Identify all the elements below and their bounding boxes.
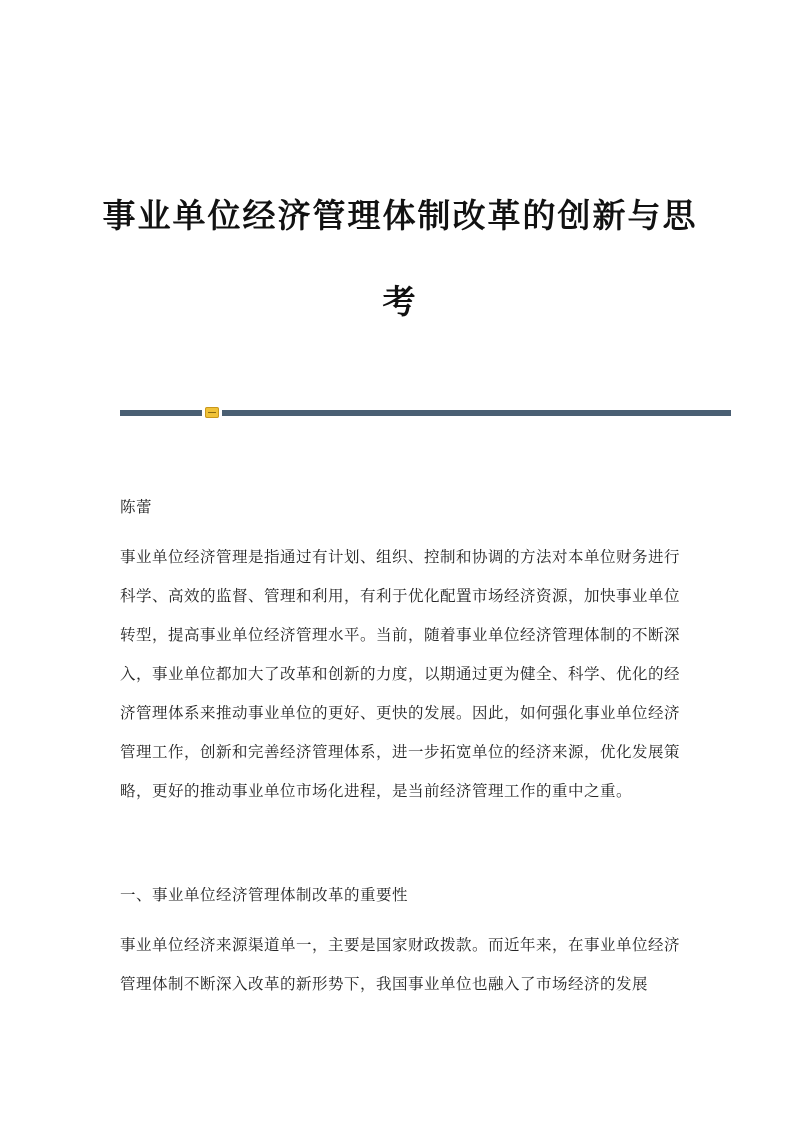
body-paragraph-1: 事业单位经济管理是指通过有计划、组织、控制和协调的方法对本单位财务进行科学、高效的监督、管理和利用，有利于优化配置市场经济资源，加快事业单位转型，提高事业单位经济管理水平。当前，随着事业单位经济管理体制的不断深入，事业单位都加大了改革和创新的力度，以期通过更为健全、科学、优化的经济管理体系来推动事业单位的更好、更快的发展。因此，如何强化事业单位经济管理工作，创新和完善经济管理体系，进一步拓宽单位的经济来源，优化发展策略，更好的推动事业单位市场化进程，是当前经济管理工作的重中之重。 — [120, 548, 681, 800]
divider-right — [222, 410, 731, 416]
page-title-line-2: 考 — [382, 282, 418, 321]
body-paragraph-2: 事业单位经济来源渠道单一，主要是国家财政拨款。而近年来，在事业单位经济管理体制不断深入改革的新形势下，我国事业单位也融入了市场经济的发展 — [120, 936, 681, 993]
document-icon — [205, 407, 219, 418]
page-title-line-1: 事业单位经济管理体制改革的创新与思 — [102, 196, 698, 235]
author-name: 陈蕾 — [120, 498, 153, 516]
section-heading-1: 一、事业单位经济管理体制改革的重要性 — [120, 886, 409, 904]
divider-left — [120, 410, 202, 416]
